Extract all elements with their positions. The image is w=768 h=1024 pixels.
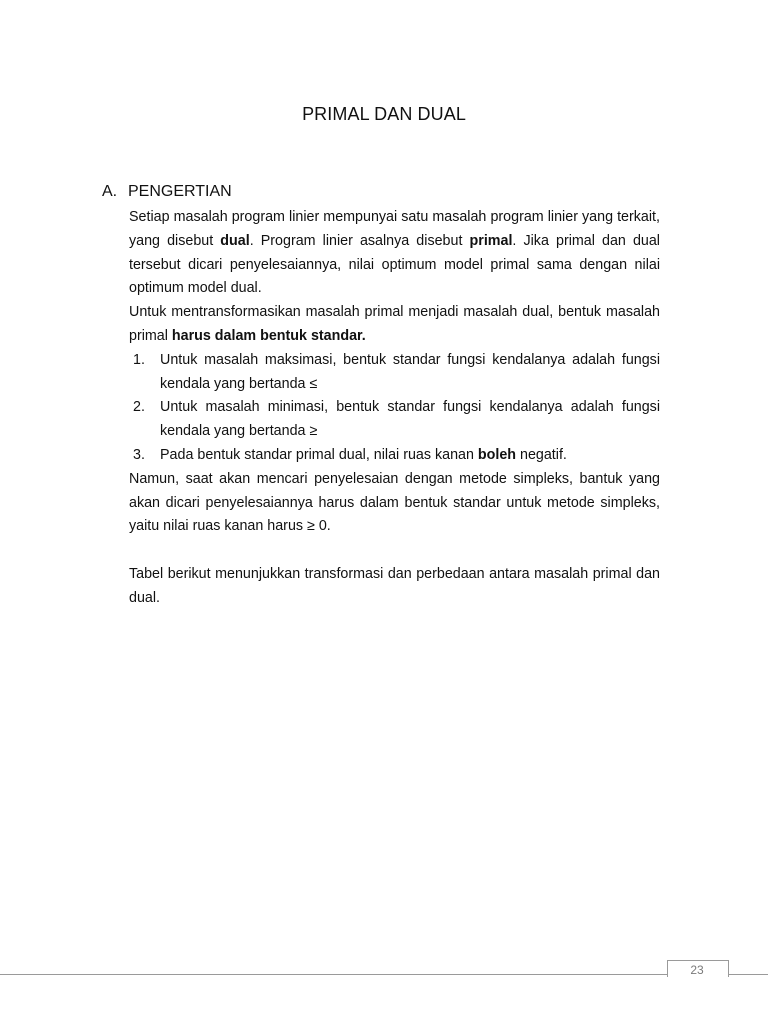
- emphasis-boleh: boleh: [477, 446, 517, 463]
- list-text: Pada bentuk standar primal dual, nilai ruas kanan: [160, 446, 478, 463]
- paragraph-text: . Program linier asalnya disebut: [249, 232, 470, 249]
- list-text: Untuk masalah maksimasi, bentuk standar fungsi kendalanya adalah fungsi kendala yang bertanda ≤: [160, 351, 660, 392]
- paragraph-text: Untuk mentransformasikan masalah primal menjadi masalah dual, bentuk masalah primal: [129, 304, 660, 344]
- paragraph-table-intro: Tabel berikut menunjukkan transformasi dan perbedaan antara masalah primal dan dual.: [129, 565, 660, 606]
- footer-rule: [0, 974, 768, 975]
- body-text: [129, 206, 660, 611]
- section-letter: A.: [102, 183, 118, 200]
- rules-list: [129, 349, 660, 468]
- paragraph-transformation: [129, 301, 660, 349]
- term-dual: dual: [220, 232, 250, 249]
- term-primal: primal: [469, 232, 513, 249]
- paragraph-text: . Jika primal dan dual tersebut dicari penyelesaiannya, nilai optimum model primal sama dengan nilai optimum model dual.: [129, 232, 660, 297]
- list-item: [129, 396, 660, 444]
- emphasis-standard-form: harus dalam bentuk standar.: [171, 327, 366, 344]
- paragraph-definition: [129, 206, 660, 301]
- page-number: 23: [690, 963, 704, 977]
- section-heading: [102, 183, 232, 201]
- list-number: 1.: [133, 351, 145, 368]
- paragraph-text: Setiap masalah program linier mempunyai satu masalah program linier yang terkait, yang disebut: [129, 209, 660, 249]
- list-item: [129, 444, 660, 468]
- paragraph-spacer: [129, 539, 660, 563]
- list-number: 3.: [133, 446, 145, 463]
- paragraph-simplex: Namun, saat akan mencari penyelesaian dengan metode simpleks, bantuk yang akan dicari penyelesaiannya harus dalam bentuk standar untuk metode simpleks, yaitu nilai ruas kanan harus ≥ 0.: [129, 470, 660, 535]
- list-item: [129, 349, 660, 397]
- page-title: PRIMAL DAN DUAL: [302, 104, 466, 124]
- list-text: negatif.: [516, 446, 567, 463]
- list-number: 2.: [133, 399, 145, 416]
- section-title: PENGERTIAN: [128, 183, 232, 200]
- list-text: Untuk masalah minimasi, bentuk standar fungsi kendalanya adalah fungsi kendala yang bertanda ≥: [160, 399, 660, 440]
